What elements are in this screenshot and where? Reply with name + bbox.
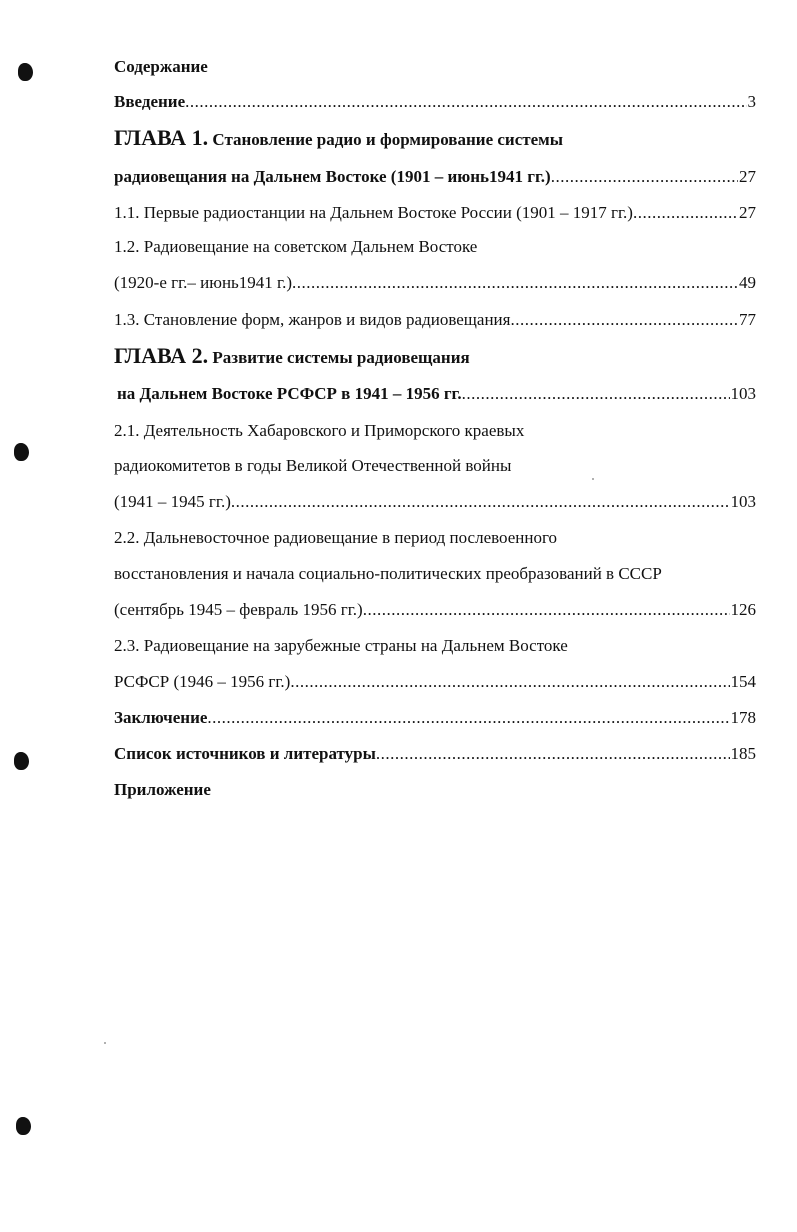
punch-hole-mark (18, 63, 33, 81)
toc-entry-title: радиовещания на Дальнем Востоке (1901 – июнь1941 гг.) (114, 167, 551, 186)
toc-entry-2-1[interactable] (114, 491, 756, 513)
punch-hole-mark (14, 443, 29, 461)
toc-page-number: 126 (730, 600, 756, 619)
toc-entry-conclusion[interactable] (114, 707, 756, 729)
toc-entry-2-1-line: 2.1. Деятельность Хабаровского и Приморского краевых (114, 421, 525, 440)
toc-entry-2-2[interactable] (114, 599, 756, 621)
toc-page-number: 27 (739, 203, 756, 222)
toc-entry-title: Список источников и литературы (114, 744, 376, 763)
toc-entry-title: (1920-е гг.– июнь1941 г.) (114, 273, 293, 292)
toc-entry-appendix[interactable]: Приложение (114, 780, 211, 799)
toc-entry-introduction[interactable] (114, 91, 756, 113)
toc-dot-leader (510, 309, 738, 331)
toc-dot-leader (376, 743, 730, 765)
toc-entry-chapter-2[interactable] (117, 383, 756, 405)
toc-dot-leader (207, 707, 729, 729)
toc-entry-2-1-line: радиокомитетов в годы Великой Отечественной войны (114, 456, 512, 475)
toc-entry-1-3[interactable] (114, 309, 756, 331)
scan-speck (104, 1042, 106, 1044)
chapter-label: ГЛАВА 2. (114, 343, 209, 368)
punch-hole-mark (16, 1117, 31, 1135)
toc-dot-leader (185, 91, 746, 113)
toc-dot-leader (462, 383, 730, 405)
toc-dot-leader (551, 166, 738, 188)
chapter-title-line: Развитие системы радиовещания (212, 348, 470, 367)
scan-speck (592, 478, 594, 480)
toc-page-number: 185 (730, 744, 756, 763)
toc-entry-title: Заключение (114, 708, 208, 727)
chapter-title-line: Становление радио и формирование системы (212, 130, 564, 149)
toc-entry-chapter-1[interactable] (114, 166, 756, 188)
toc-dot-leader (633, 202, 738, 224)
toc-entry-title: РСФСР (1946 – 1956 гг.) (114, 672, 291, 691)
toc-page-number: 103 (730, 492, 756, 511)
toc-chapter-1-title[interactable] (114, 125, 756, 151)
toc-entry-title: (1941 – 1945 гг.) (114, 492, 231, 511)
toc-heading: Содержание (114, 57, 208, 76)
toc-dot-leader (231, 491, 730, 513)
toc-entry-2-3[interactable] (114, 671, 756, 693)
toc-dot-leader (290, 671, 729, 693)
toc-page-number: 154 (730, 672, 756, 691)
toc-page-number: 178 (730, 708, 756, 727)
toc-entry-2-3-line: 2.3. Радиовещание на зарубежные страны на Дальнем Востоке (114, 636, 568, 655)
punch-hole-mark (14, 752, 29, 770)
toc-entry-1-2[interactable] (114, 272, 756, 294)
toc-entry-2-2-line: 2.2. Дальневосточное радиовещание в период послевоенного (114, 528, 558, 547)
toc-chapter-2-title[interactable] (114, 343, 756, 369)
toc-entry-1-1[interactable] (114, 202, 756, 224)
toc-page-number: 49 (739, 273, 756, 292)
toc-entry-1-2-line: 1.2. Радиовещание на советском Дальнем Востоке (114, 237, 478, 256)
toc-entry-sources[interactable] (114, 743, 756, 765)
toc-page-number: 27 (739, 167, 756, 186)
toc-entry-title: 1.1. Первые радиостанции на Дальнем Востоке России (1901 – 1917 гг.) (114, 203, 633, 222)
toc-dot-leader (363, 599, 730, 621)
toc-page-number: 3 (747, 92, 756, 111)
toc-entry-title: 1.3. Становление форм, жанров и видов радиовещания (114, 310, 511, 329)
chapter-label: ГЛАВА 1. (114, 125, 209, 150)
toc-entry-2-2-line: восстановления и начала социально-политических преобразований в СССР (114, 564, 662, 583)
toc-dot-leader (292, 272, 738, 294)
toc-entry-title: на Дальнем Востоке РСФСР в 1941 – 1956 гг. (117, 384, 462, 403)
toc-entry-title: (сентябрь 1945 – февраль 1956 гг.) (114, 600, 363, 619)
toc-entry-title: Введение (114, 92, 186, 111)
toc-page-number: 77 (739, 310, 756, 329)
toc-page-number: 103 (730, 384, 756, 403)
